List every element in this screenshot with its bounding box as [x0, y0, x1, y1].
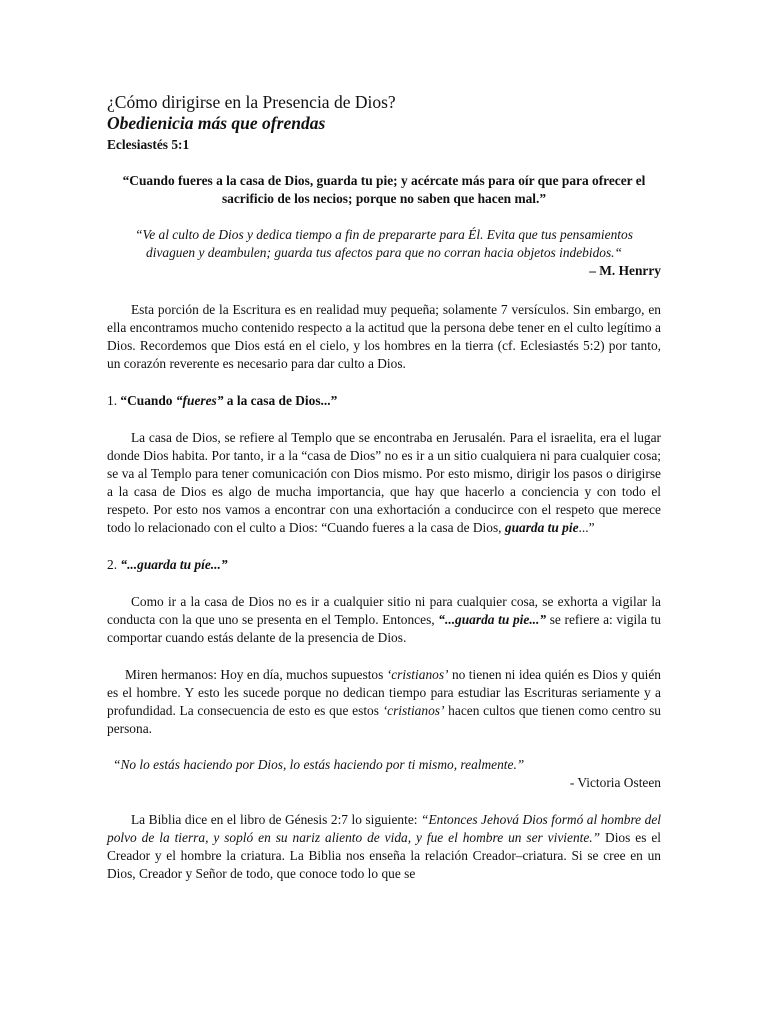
biblia-a: La Biblia dice en el libro de Génesis 2:7 lo siguiente: [131, 812, 421, 827]
section-1-heading [107, 392, 661, 410]
section-1-heading-b: “fueres” [175, 393, 224, 408]
section-1-paragraph [107, 429, 661, 537]
scripture-verse: “Cuando fueres a la casa de Dios, guarda tu pie; y acércate más para oír que para ofrecer el sacrificio de los necios; porque no saben que hacen mal.” [122, 173, 646, 206]
section-2-heading [107, 556, 661, 574]
intro-paragraph: Esta porción de la Escritura es en realidad muy pequeña; solamente 7 versículos. Sin embargo, en ella encontramos mucho contenido respecto a la actitud que la persona debe tener en el culto legítimo a Dios. Recordemos que Dios está en el cielo, y los hombres en la tierra (cf. Eclesiastés 5:2) por tanto, un corazón reverente es necesario para dar culto a Dios. [107, 302, 661, 371]
biblia-b: Dios es el Creador y el hombre la criatura. La Biblia nos enseña la relación Creador–criatura. Si se cree en un Dios, Creador y Señor de todo, que conoce todo lo que se [107, 830, 661, 881]
hermanos-emphasis-2: ‘cristianos’ [382, 703, 445, 718]
hermanos-paragraph [107, 666, 661, 738]
section-2-body-emphasis: “...guarda tu pie...” [438, 612, 547, 627]
section-1-body-emphasis: guarda tu pie [504, 520, 579, 535]
biblia-genesis-quote: “Entonces Jehová Dios formó al hombre del polvo de la tierra, y sopló en su nariz aliento de vida, y fue el hombre un ser viviente.” [107, 812, 661, 845]
section-1-body-end: ...” [578, 520, 595, 535]
section-1-body: La casa de Dios, se refiere al Templo que se encontraba en Jerusalén. Para el israelita, era el lugar donde Dios habita. Por tanto, ir a la “casa de Dios” no es ir a un sitio cualquiera ni para cualquier cosa; se va al Templo para tener comunicación con Dios mismo. Por esto mismo, dirigir los pasos o dirigirse a la casa de Dios es algo de mucha importancia, que hay que hacerlo a conciencia y con todo el respeto. Por esto nos vamos a encontrar con una exhortación a conducirce con el respeto que merece todo lo relacionado con el culto a Dios: “Cuando fueres a la casa de Dios, [107, 430, 661, 535]
hermanos-b: no tienen ni idea quién es Dios y quién es el hombre. Y esto les sucede porque no dedican tiempo para estudiar las Escrituras seriamente y a profundidad. La consecuencia de esto es que estos [107, 667, 661, 718]
hermanos-emphasis-1: ‘cristianos’ [386, 667, 449, 682]
page-title: ¿Cómo dirigirse en la Presencia de Dios? [107, 92, 396, 112]
section-2-body-end: se refiere a: vigila tu comportar cuando estás delante de la presencia de Dios. [107, 612, 661, 645]
henry-quote: “Ve al culto de Dios y dedica tiempo a fin de prepararte para Él. Evita que tus pensamientos divaguen y deambulen; guarda tus afectos para que no corran hacia objetos indebidos.“ [135, 227, 633, 260]
section-1-number: 1. [107, 393, 121, 408]
document-body [107, 91, 661, 883]
section-2-body: Como ir a la casa de Dios no es ir a cualquier sitio ni para cualquier cosa, se exhorta a vigilar la conducta con la que uno se presenta en el Templo. Entonces, [107, 594, 661, 627]
section-2-paragraph [107, 593, 661, 647]
section-2-heading-text: “...guarda tu píe...” [120, 557, 228, 572]
scripture-reference: Eclesiastés 5:1 [107, 137, 190, 152]
section-1-heading-c: a la casa de Dios...” [223, 393, 338, 408]
hermanos-a: Miren hermanos: Hoy en día, muchos supuestos [125, 667, 387, 682]
osteen-quote: “No lo estás haciendo por Dios, lo estás haciendo por ti mismo, realmente.” [113, 757, 525, 772]
hermanos-c: hacen cultos que tienen como centro su persona. [107, 703, 661, 736]
section-2-number: 2. [107, 557, 121, 572]
page-subtitle: Obedienicia más que ofrendas [107, 113, 326, 133]
osteen-quote-author: - Victoria Osteen [569, 775, 661, 790]
biblia-paragraph [107, 811, 661, 883]
section-1-heading-a: “Cuando [120, 393, 176, 408]
henry-quote-author: – M. Henrry [589, 263, 661, 278]
